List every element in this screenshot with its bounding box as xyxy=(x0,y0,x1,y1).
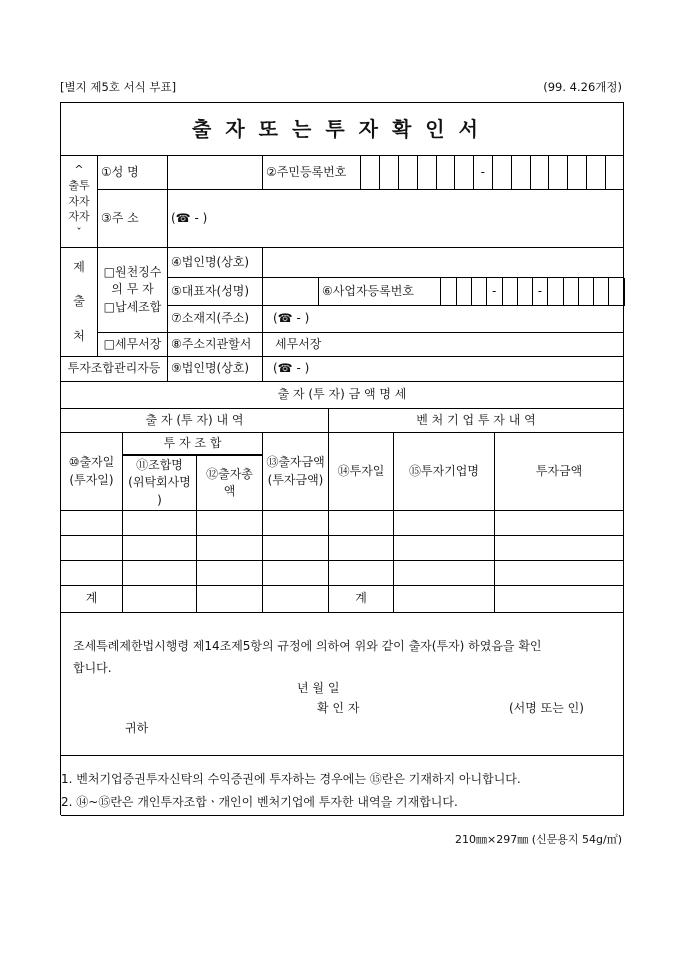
fund-corp-label: ⑨법인명(상호) xyxy=(168,357,263,382)
addressee-label: 귀하 xyxy=(125,721,149,735)
rrn-digit-box[interactable] xyxy=(417,156,436,190)
tax-office-label: ⑧주소지관할서 xyxy=(168,333,263,357)
investment-header: 출 자 (투 자) 내 역 xyxy=(61,409,329,433)
rrn-digit-box[interactable]: - xyxy=(474,156,493,190)
details-title: 출 자 (투 자) 금 액 명 세 xyxy=(61,382,624,409)
rrn-digit-box[interactable] xyxy=(436,156,455,190)
tax-office-field[interactable]: 세무서장 xyxy=(263,333,624,357)
column-header: ⑪조합명 (위탁회사명 ) xyxy=(123,456,197,511)
brn-digit-box[interactable] xyxy=(594,278,610,306)
total-row-cell: 계 xyxy=(61,586,123,613)
brn-digit-box[interactable] xyxy=(563,278,579,306)
brn-label: ⑥사업자등록번호 xyxy=(319,278,441,306)
rrn-digit-box[interactable] xyxy=(530,156,549,190)
fund-header: 투 자 조 합 xyxy=(123,433,263,456)
investor-side-label: ^ 출투 자자 자자 ˇ xyxy=(61,156,98,248)
total-row-cell[interactable] xyxy=(495,586,624,613)
table-cell[interactable] xyxy=(329,511,394,536)
column-header: ⑩출자일 (투자일) xyxy=(61,433,123,511)
table-cell[interactable] xyxy=(197,561,263,586)
brn-digit-box[interactable]: - xyxy=(533,278,549,306)
submitter-type-checkboxes[interactable]: □원천징수 의 무 자 □납세조합 xyxy=(98,248,168,333)
table-cell[interactable] xyxy=(197,511,263,536)
corp-name-label: ④법인명(상호) xyxy=(168,248,263,278)
rrn-digit-box[interactable] xyxy=(380,156,399,190)
rrn-digit-box[interactable] xyxy=(568,156,587,190)
location-field[interactable]: (☎ - ) xyxy=(263,306,624,333)
rrn-digit-box[interactable] xyxy=(361,156,380,190)
address-field[interactable]: (☎ - ) xyxy=(168,190,624,248)
rrn-digit-box[interactable] xyxy=(549,156,568,190)
table-cell[interactable] xyxy=(495,511,624,536)
note-2: 2. ⑭~⑮란은 개인투자조합ㆍ개인이 벤처기업에 투자한 내역을 기재합니다. xyxy=(61,795,458,809)
total-row-cell[interactable] xyxy=(263,586,329,613)
note-1: 1. 벤처기업증권투자신탁의 수익증권에 투자하는 경우에는 ⑮란은 기재하지 아니합니다. xyxy=(61,772,521,786)
brn-digit-box[interactable] xyxy=(472,278,488,306)
rrn-label: ②주민등록번호 xyxy=(263,156,361,190)
brn-digit-box[interactable]: - xyxy=(487,278,503,306)
table-cell[interactable] xyxy=(197,536,263,561)
fund-corp-field[interactable]: (☎ - ) xyxy=(263,357,624,382)
table-cell[interactable] xyxy=(123,561,197,586)
signature-label: (서명 또는 인) xyxy=(509,701,584,715)
representative-label: ⑤대표자(성명) xyxy=(168,278,263,306)
paper-size-footer: 210㎜×297㎜ (신문용지 54g/㎡) xyxy=(455,833,622,846)
brn-digit-box[interactable] xyxy=(578,278,594,306)
revision-date: (99. 4.26개정) xyxy=(543,80,622,94)
table-cell[interactable] xyxy=(61,536,123,561)
brn-digit-box[interactable] xyxy=(548,278,564,306)
form-reference: [별지 제5호 서식 부표] xyxy=(60,80,177,94)
venture-header: 벤 처 기 업 투 자 내 역 xyxy=(329,409,624,433)
rrn-digit-box[interactable] xyxy=(605,156,624,190)
brn-digit-box[interactable] xyxy=(441,278,457,306)
table-cell[interactable] xyxy=(495,536,624,561)
total-row-cell[interactable] xyxy=(197,586,263,613)
table-cell[interactable] xyxy=(123,536,197,561)
name-label: ①성 명 xyxy=(98,156,168,190)
column-header: ⑫출자총 액 xyxy=(197,456,263,511)
confirmation-statement-cont: 합니다. xyxy=(73,661,112,675)
table-cell[interactable] xyxy=(263,536,329,561)
rrn-digit-box[interactable] xyxy=(399,156,418,190)
column-header: 투자금액 xyxy=(495,433,624,511)
total-row-cell[interactable] xyxy=(123,586,197,613)
total-row-cell[interactable] xyxy=(394,586,495,613)
table-cell[interactable] xyxy=(329,536,394,561)
table-cell[interactable] xyxy=(495,561,624,586)
confirmation-form xyxy=(60,102,623,815)
table-cell[interactable] xyxy=(394,511,495,536)
table-cell[interactable] xyxy=(61,511,123,536)
table-cell[interactable] xyxy=(263,561,329,586)
table-cell[interactable] xyxy=(394,561,495,586)
form-title: 출자또는투자확인서 xyxy=(61,103,624,156)
representative-field[interactable] xyxy=(263,278,319,306)
table-cell[interactable] xyxy=(329,561,394,586)
tax-office-checkbox[interactable]: □세무서장 xyxy=(98,333,168,357)
rrn-digit-box[interactable] xyxy=(493,156,512,190)
total-row-cell: 계 xyxy=(329,586,394,613)
brn-digit-box[interactable] xyxy=(517,278,533,306)
column-header: ⑮투자기업명 xyxy=(394,433,495,511)
confirmer-label: 확 인 자 xyxy=(317,701,360,715)
date-line: 년 월 일 xyxy=(297,681,340,695)
corp-name-field[interactable] xyxy=(263,248,624,278)
column-header: ⑬출자금액 (투자금액) xyxy=(263,433,329,511)
table-cell[interactable] xyxy=(123,511,197,536)
address-label: ③주 소 xyxy=(98,190,168,248)
table-cell[interactable] xyxy=(394,536,495,561)
confirmation-statement: 조세특례제한법시행령 제14조제5항의 규정에 의하여 위와 같이 출자(투자) 하였음을 확인 xyxy=(73,639,542,653)
table-cell[interactable] xyxy=(263,511,329,536)
brn-digit-box[interactable] xyxy=(502,278,518,306)
brn-digit-box[interactable] xyxy=(456,278,472,306)
rrn-digit-box[interactable] xyxy=(455,156,474,190)
rrn-digit-box[interactable] xyxy=(511,156,530,190)
location-label: ⑦소재지(주소) xyxy=(168,306,263,333)
brn-digit-box[interactable] xyxy=(609,278,625,306)
fund-manager-label: 투자조합관리자등 xyxy=(61,357,168,382)
column-header: ⑭투자일 xyxy=(329,433,394,511)
rrn-digit-box[interactable] xyxy=(586,156,605,190)
submitter-side-label: 제 출 처 xyxy=(61,248,98,357)
table-cell[interactable] xyxy=(61,561,123,586)
name-field[interactable] xyxy=(168,156,263,190)
